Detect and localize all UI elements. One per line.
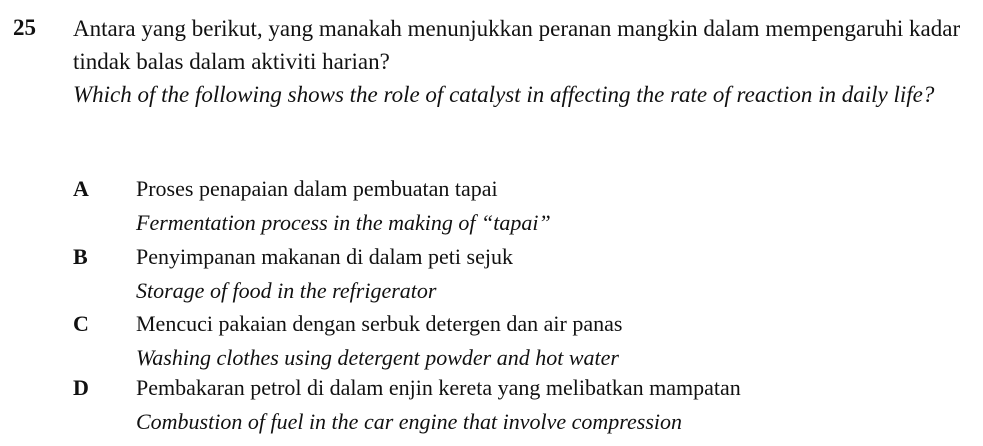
question-text-malay: Antara yang berikut, yang manakah menunjukkan peranan mangkin dalam mempengaruhi kadar tindak balas dalam aktiviti harian? <box>73 16 961 74</box>
option-text-malay: Proses penapaian dalam pembuatan tapai <box>136 176 498 201</box>
option-letter: A <box>73 176 89 201</box>
option-text-malay: Mencuci pakaian dengan serbuk detergen dan air panas <box>136 311 623 336</box>
option-text-english: Storage of food in the refrigerator <box>136 278 437 303</box>
question-stem <box>73 12 973 111</box>
option-text-english: Combustion of fuel in the car engine that involve compression <box>136 409 683 434</box>
option-text-malay: Penyimpanan makanan di dalam peti sejuk <box>136 244 513 269</box>
question-number: 25 <box>13 15 36 40</box>
option-letter: B <box>73 244 88 269</box>
option-letter: D <box>73 375 89 400</box>
option-text-english: Fermentation process in the making of “tapai” <box>136 210 551 235</box>
option-letter: C <box>73 311 89 336</box>
option-text-english: Washing clothes using detergent powder and hot water <box>136 345 619 370</box>
option-text-malay: Pembakaran petrol di dalam enjin kereta yang melibatkan mampatan <box>136 375 741 400</box>
question-text-english: Which of the following shows the role of catalyst in affecting the rate of reaction in daily life? <box>73 82 935 107</box>
